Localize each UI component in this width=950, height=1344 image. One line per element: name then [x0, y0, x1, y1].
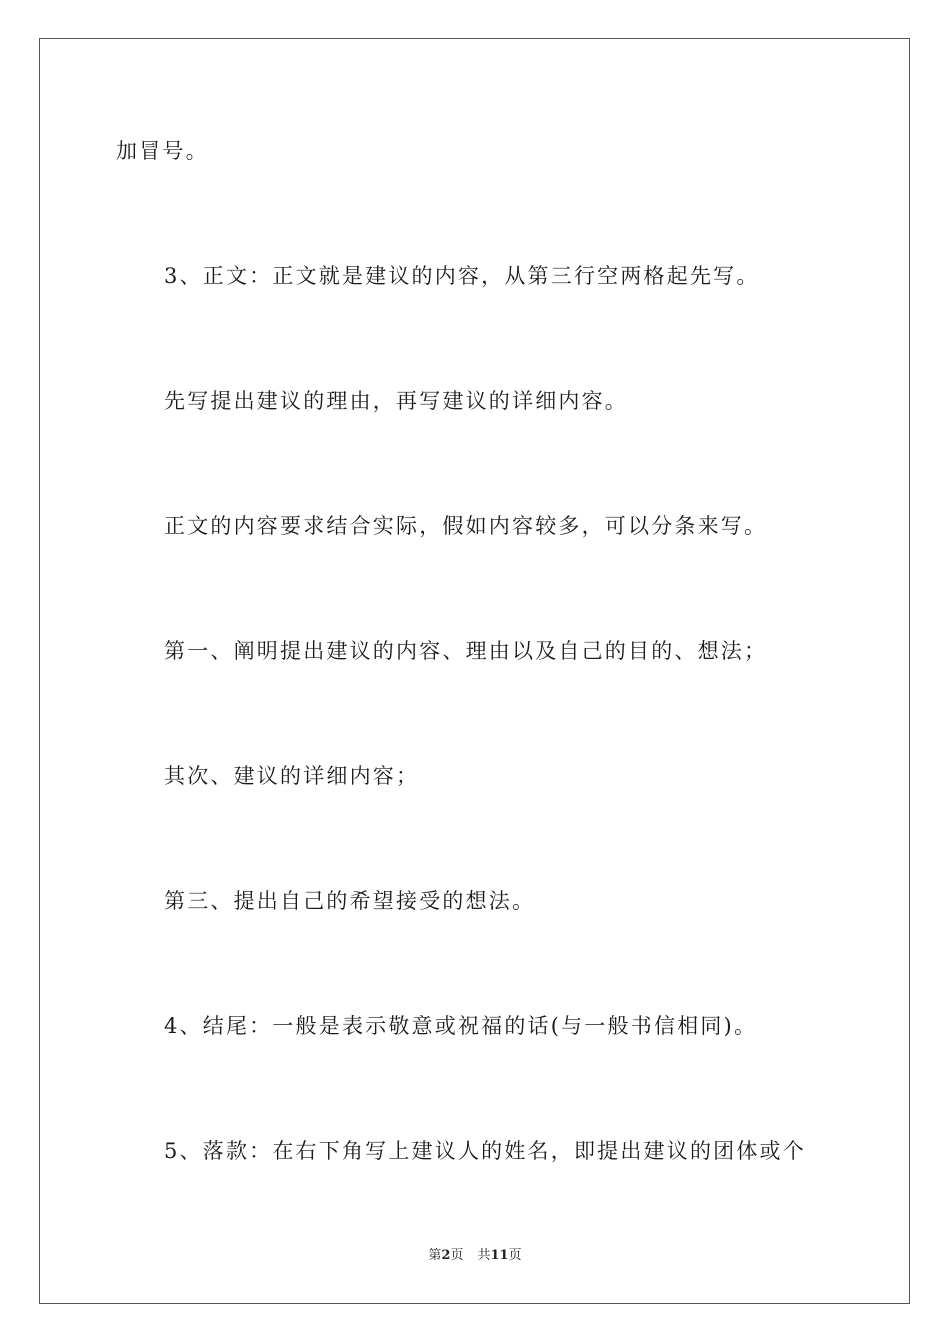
- page-footer: [0, 1247, 950, 1265]
- total-label-prefix: 共: [477, 1248, 491, 1263]
- body-text-line: 先写提出建议的理由，再写建议的详细内容。: [164, 389, 628, 413]
- body-text-line: 第三、提出自己的希望接受的想法。: [164, 889, 536, 913]
- body-text-line: 3、正文：正文就是建议的内容，从第三行空两格起先写。: [164, 264, 760, 288]
- page-label-prefix: 第: [428, 1248, 442, 1263]
- page-frame: [39, 38, 910, 1304]
- body-text-line: 其次、建议的详细内容；: [164, 764, 420, 788]
- body-text-line: 正文的内容要求结合实际，假如内容较多，可以分条来写。: [164, 514, 768, 538]
- page-label-suffix: 页: [450, 1248, 464, 1263]
- body-text-line: 5、落款：在右下角写上建议人的姓名，即提出建议的团体或个: [164, 1139, 806, 1163]
- total-label-suffix: 页: [508, 1248, 522, 1263]
- body-text-line: 4、结尾：一般是表示敬意或祝福的话(与一般书信相同)。: [164, 1014, 758, 1038]
- page-number: 2: [441, 1248, 451, 1263]
- total-pages: 11: [490, 1248, 509, 1263]
- body-text-line: 第一、阐明提出建议的内容、理由以及自己的目的、想法；: [164, 639, 768, 663]
- body-text-line: 加冒号。: [116, 139, 209, 163]
